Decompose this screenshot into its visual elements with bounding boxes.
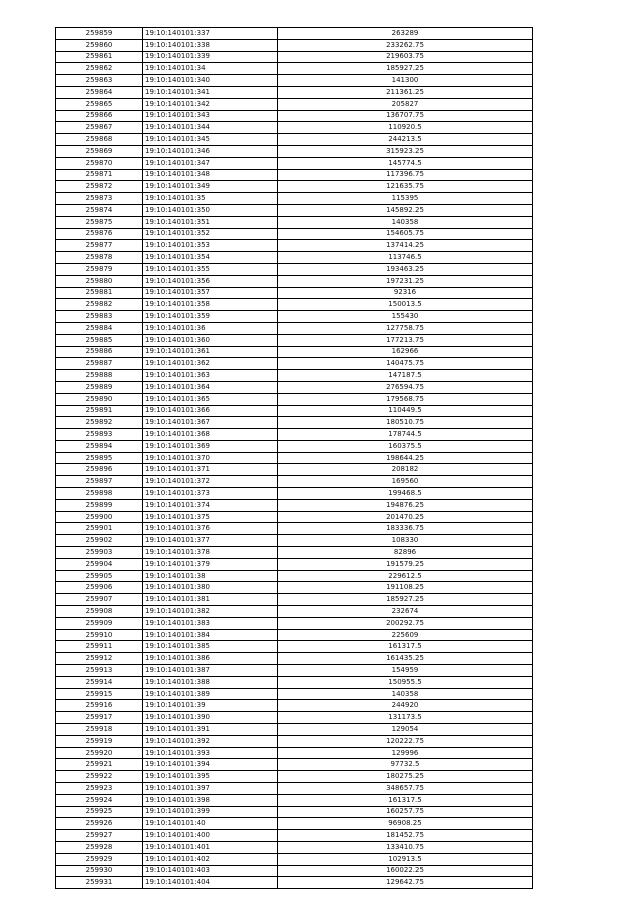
row-id-cell: 259885 — [56, 334, 143, 346]
row-id-cell: 259904 — [56, 558, 143, 570]
cadastral-number-cell: 19:10:140101:355 — [143, 263, 278, 275]
value-cell: 263289 — [278, 28, 533, 40]
cadastral-number-cell: 19:10:140101:360 — [143, 334, 278, 346]
row-id-cell: 259861 — [56, 51, 143, 63]
table-row — [56, 145, 533, 157]
cadastral-number-cell: 19:10:140101:403 — [143, 865, 278, 877]
value-cell: 201470.25 — [278, 511, 533, 523]
cadastral-number-cell: 19:10:140101:391 — [143, 724, 278, 736]
row-id-cell: 259859 — [56, 28, 143, 40]
table-row — [56, 617, 533, 629]
value-cell: 147187.5 — [278, 370, 533, 382]
value-cell: 233262.75 — [278, 39, 533, 51]
row-id-cell: 259877 — [56, 240, 143, 252]
row-id-cell: 259882 — [56, 299, 143, 311]
value-cell: 136707.75 — [278, 110, 533, 122]
table-row — [56, 393, 533, 405]
row-id-cell: 259872 — [56, 181, 143, 193]
table-row — [56, 865, 533, 877]
cadastral-number-cell: 19:10:140101:389 — [143, 688, 278, 700]
row-id-cell: 259917 — [56, 712, 143, 724]
cadastral-number-cell: 19:10:140101:342 — [143, 98, 278, 110]
cadastral-number-cell: 19:10:140101:348 — [143, 169, 278, 181]
value-cell: 225609 — [278, 629, 533, 641]
value-cell: 177213.75 — [278, 334, 533, 346]
table-row — [56, 877, 533, 889]
row-id-cell: 259870 — [56, 157, 143, 169]
row-id-cell: 259908 — [56, 606, 143, 618]
table-row — [56, 499, 533, 511]
table-row — [56, 299, 533, 311]
table-row — [56, 724, 533, 736]
data-table — [55, 27, 533, 889]
row-id-cell: 259900 — [56, 511, 143, 523]
row-id-cell: 259907 — [56, 594, 143, 606]
cadastral-number-cell: 19:10:140101:361 — [143, 346, 278, 358]
cadastral-number-cell: 19:10:140101:39 — [143, 700, 278, 712]
value-cell: 96908.25 — [278, 818, 533, 830]
cadastral-number-cell: 19:10:140101:382 — [143, 606, 278, 618]
table-row — [56, 653, 533, 665]
cadastral-number-cell: 19:10:140101:385 — [143, 641, 278, 653]
table-row — [56, 252, 533, 264]
cadastral-number-cell: 19:10:140101:392 — [143, 735, 278, 747]
value-cell: 219603.75 — [278, 51, 533, 63]
row-id-cell: 259898 — [56, 488, 143, 500]
row-id-cell: 259909 — [56, 617, 143, 629]
row-id-cell: 259905 — [56, 570, 143, 582]
row-id-cell: 259920 — [56, 747, 143, 759]
value-cell: 110449.5 — [278, 405, 533, 417]
value-cell: 140358 — [278, 216, 533, 228]
cadastral-number-cell: 19:10:140101:397 — [143, 783, 278, 795]
cadastral-number-cell: 19:10:140101:354 — [143, 252, 278, 264]
row-id-cell: 259889 — [56, 381, 143, 393]
table-row — [56, 322, 533, 334]
table-row — [56, 98, 533, 110]
row-id-cell: 259862 — [56, 63, 143, 75]
cadastral-number-cell: 19:10:140101:346 — [143, 145, 278, 157]
row-id-cell: 259921 — [56, 759, 143, 771]
value-cell: 113746.5 — [278, 252, 533, 264]
value-cell: 205827 — [278, 98, 533, 110]
table-row — [56, 240, 533, 252]
row-id-cell: 259887 — [56, 358, 143, 370]
cadastral-number-cell: 19:10:140101:339 — [143, 51, 278, 63]
value-cell: 178744.5 — [278, 429, 533, 441]
cadastral-number-cell: 19:10:140101:384 — [143, 629, 278, 641]
value-cell: 191579.25 — [278, 558, 533, 570]
value-cell: 129642.75 — [278, 877, 533, 889]
table-row — [56, 841, 533, 853]
value-cell: 127758.75 — [278, 322, 533, 334]
value-cell: 315923.25 — [278, 145, 533, 157]
row-id-cell: 259927 — [56, 830, 143, 842]
row-id-cell: 259893 — [56, 429, 143, 441]
table-row — [56, 747, 533, 759]
cadastral-number-cell: 19:10:140101:393 — [143, 747, 278, 759]
cadastral-number-cell: 19:10:140101:363 — [143, 370, 278, 382]
table-row — [56, 440, 533, 452]
table-row — [56, 417, 533, 429]
table-row — [56, 358, 533, 370]
cadastral-number-cell: 19:10:140101:367 — [143, 417, 278, 429]
row-id-cell: 259896 — [56, 464, 143, 476]
table-row — [56, 665, 533, 677]
cadastral-number-cell: 19:10:140101:350 — [143, 204, 278, 216]
value-cell: 120222.75 — [278, 735, 533, 747]
table-row — [56, 157, 533, 169]
table-row — [56, 86, 533, 98]
table-row — [56, 311, 533, 323]
table-row — [56, 51, 533, 63]
value-cell: 154959 — [278, 665, 533, 677]
row-id-cell: 259911 — [56, 641, 143, 653]
table-row — [56, 558, 533, 570]
cadastral-number-cell: 19:10:140101:372 — [143, 476, 278, 488]
table-row — [56, 535, 533, 547]
row-id-cell: 259910 — [56, 629, 143, 641]
row-id-cell: 259926 — [56, 818, 143, 830]
cadastral-number-cell: 19:10:140101:371 — [143, 464, 278, 476]
value-cell: 211361.25 — [278, 86, 533, 98]
cadastral-number-cell: 19:10:140101:381 — [143, 594, 278, 606]
value-cell: 131173.5 — [278, 712, 533, 724]
value-cell: 161317.5 — [278, 641, 533, 653]
row-id-cell: 259928 — [56, 841, 143, 853]
row-id-cell: 259867 — [56, 122, 143, 134]
cadastral-number-cell: 19:10:140101:349 — [143, 181, 278, 193]
table-row — [56, 547, 533, 559]
value-cell: 160022.25 — [278, 865, 533, 877]
value-cell: 154605.75 — [278, 228, 533, 240]
row-id-cell: 259871 — [56, 169, 143, 181]
value-cell: 191108.25 — [278, 582, 533, 594]
cadastral-number-cell: 19:10:140101:369 — [143, 440, 278, 452]
table-row — [56, 63, 533, 75]
cadastral-number-cell: 19:10:140101:395 — [143, 771, 278, 783]
table-row — [56, 287, 533, 299]
table-row — [56, 853, 533, 865]
row-id-cell: 259888 — [56, 370, 143, 382]
cadastral-number-cell: 19:10:140101:399 — [143, 806, 278, 818]
table-row — [56, 381, 533, 393]
table-row — [56, 688, 533, 700]
table-row — [56, 204, 533, 216]
row-id-cell: 259930 — [56, 865, 143, 877]
table-row — [56, 818, 533, 830]
value-cell: 276594.75 — [278, 381, 533, 393]
row-id-cell: 259894 — [56, 440, 143, 452]
value-cell: 198644.25 — [278, 452, 533, 464]
value-cell: 108330 — [278, 535, 533, 547]
row-id-cell: 259879 — [56, 263, 143, 275]
row-id-cell: 259913 — [56, 665, 143, 677]
value-cell: 150013.5 — [278, 299, 533, 311]
cadastral-number-cell: 19:10:140101:364 — [143, 381, 278, 393]
row-id-cell: 259891 — [56, 405, 143, 417]
table-row — [56, 110, 533, 122]
row-id-cell: 259915 — [56, 688, 143, 700]
row-id-cell: 259884 — [56, 322, 143, 334]
row-id-cell: 259878 — [56, 252, 143, 264]
value-cell: 162966 — [278, 346, 533, 358]
table-row — [56, 275, 533, 287]
row-id-cell: 259880 — [56, 275, 143, 287]
cadastral-number-cell: 19:10:140101:375 — [143, 511, 278, 523]
cadastral-number-cell: 19:10:140101:351 — [143, 216, 278, 228]
cadastral-number-cell: 19:10:140101:347 — [143, 157, 278, 169]
value-cell: 150955.5 — [278, 676, 533, 688]
table-row — [56, 405, 533, 417]
row-id-cell: 259899 — [56, 499, 143, 511]
cadastral-number-cell: 19:10:140101:36 — [143, 322, 278, 334]
value-cell: 180510.75 — [278, 417, 533, 429]
value-cell: 155430 — [278, 311, 533, 323]
value-cell: 197231.25 — [278, 275, 533, 287]
cadastral-number-cell: 19:10:140101:390 — [143, 712, 278, 724]
row-id-cell: 259914 — [56, 676, 143, 688]
value-cell: 137414.25 — [278, 240, 533, 252]
cadastral-number-cell: 19:10:140101:356 — [143, 275, 278, 287]
value-cell: 82896 — [278, 547, 533, 559]
row-id-cell: 259873 — [56, 193, 143, 205]
cadastral-number-cell: 19:10:140101:394 — [143, 759, 278, 771]
value-cell: 200292.75 — [278, 617, 533, 629]
table-row — [56, 464, 533, 476]
table-row — [56, 28, 533, 40]
value-cell: 244920 — [278, 700, 533, 712]
row-id-cell: 259916 — [56, 700, 143, 712]
cadastral-number-cell: 19:10:140101:353 — [143, 240, 278, 252]
value-cell: 160375.5 — [278, 440, 533, 452]
row-id-cell: 259876 — [56, 228, 143, 240]
cadastral-number-cell: 19:10:140101:359 — [143, 311, 278, 323]
table-row — [56, 193, 533, 205]
value-cell: 145774.5 — [278, 157, 533, 169]
cadastral-number-cell: 19:10:140101:379 — [143, 558, 278, 570]
table-row — [56, 594, 533, 606]
cadastral-number-cell: 19:10:140101:368 — [143, 429, 278, 441]
cadastral-number-cell: 19:10:140101:38 — [143, 570, 278, 582]
table-row — [56, 134, 533, 146]
value-cell: 183336.75 — [278, 523, 533, 535]
table-row — [56, 759, 533, 771]
table-row — [56, 263, 533, 275]
table-row — [56, 830, 533, 842]
value-cell: 141300 — [278, 75, 533, 87]
table-row — [56, 735, 533, 747]
cadastral-number-cell: 19:10:140101:337 — [143, 28, 278, 40]
row-id-cell: 259892 — [56, 417, 143, 429]
value-cell: 133410.75 — [278, 841, 533, 853]
cadastral-number-cell: 19:10:140101:383 — [143, 617, 278, 629]
table-row — [56, 794, 533, 806]
cadastral-number-cell: 19:10:140101:366 — [143, 405, 278, 417]
cadastral-number-cell: 19:10:140101:402 — [143, 853, 278, 865]
value-cell: 348657.75 — [278, 783, 533, 795]
value-cell: 208182 — [278, 464, 533, 476]
table-row — [56, 370, 533, 382]
cadastral-number-cell: 19:10:140101:365 — [143, 393, 278, 405]
table-row — [56, 700, 533, 712]
value-cell: 194876.25 — [278, 499, 533, 511]
cadastral-number-cell: 19:10:140101:40 — [143, 818, 278, 830]
row-id-cell: 259912 — [56, 653, 143, 665]
table-row — [56, 476, 533, 488]
table-row — [56, 511, 533, 523]
value-cell: 161317.5 — [278, 794, 533, 806]
table-row — [56, 582, 533, 594]
row-id-cell: 259866 — [56, 110, 143, 122]
value-cell: 185927.25 — [278, 594, 533, 606]
table-row — [56, 452, 533, 464]
cadastral-number-cell: 19:10:140101:377 — [143, 535, 278, 547]
value-cell: 181452.75 — [278, 830, 533, 842]
row-id-cell: 259924 — [56, 794, 143, 806]
table-row — [56, 39, 533, 51]
value-cell: 129996 — [278, 747, 533, 759]
row-id-cell: 259890 — [56, 393, 143, 405]
table-row — [56, 228, 533, 240]
value-cell: 193463.25 — [278, 263, 533, 275]
value-cell: 140475.75 — [278, 358, 533, 370]
table-row — [56, 570, 533, 582]
row-id-cell: 259883 — [56, 311, 143, 323]
value-cell: 102913.5 — [278, 853, 533, 865]
row-id-cell: 259863 — [56, 75, 143, 87]
row-id-cell: 259925 — [56, 806, 143, 818]
table-row — [56, 641, 533, 653]
value-cell: 140358 — [278, 688, 533, 700]
value-cell: 160257.75 — [278, 806, 533, 818]
table-row — [56, 169, 533, 181]
cadastral-number-cell: 19:10:140101:340 — [143, 75, 278, 87]
cadastral-number-cell: 19:10:140101:341 — [143, 86, 278, 98]
table-row — [56, 676, 533, 688]
table-body — [56, 28, 533, 889]
table-row — [56, 606, 533, 618]
row-id-cell: 259929 — [56, 853, 143, 865]
row-id-cell: 259874 — [56, 204, 143, 216]
row-id-cell: 259895 — [56, 452, 143, 464]
cadastral-number-cell: 19:10:140101:376 — [143, 523, 278, 535]
value-cell: 145892.25 — [278, 204, 533, 216]
table-row — [56, 216, 533, 228]
cadastral-number-cell: 19:10:140101:34 — [143, 63, 278, 75]
value-cell: 179568.75 — [278, 393, 533, 405]
value-cell: 232674 — [278, 606, 533, 618]
cadastral-number-cell: 19:10:140101:357 — [143, 287, 278, 299]
table-row — [56, 629, 533, 641]
table-row — [56, 712, 533, 724]
table-row — [56, 429, 533, 441]
table-row — [56, 346, 533, 358]
value-cell: 92316 — [278, 287, 533, 299]
cadastral-number-cell: 19:10:140101:338 — [143, 39, 278, 51]
row-id-cell: 259931 — [56, 877, 143, 889]
table-row — [56, 771, 533, 783]
cadastral-number-cell: 19:10:140101:35 — [143, 193, 278, 205]
row-id-cell: 259881 — [56, 287, 143, 299]
cadastral-number-cell: 19:10:140101:401 — [143, 841, 278, 853]
row-id-cell: 259906 — [56, 582, 143, 594]
row-id-cell: 259864 — [56, 86, 143, 98]
cadastral-number-cell: 19:10:140101:374 — [143, 499, 278, 511]
table-row — [56, 181, 533, 193]
cadastral-number-cell: 19:10:140101:388 — [143, 676, 278, 688]
row-id-cell: 259918 — [56, 724, 143, 736]
value-cell: 185927.25 — [278, 63, 533, 75]
cadastral-number-cell: 19:10:140101:352 — [143, 228, 278, 240]
row-id-cell: 259923 — [56, 783, 143, 795]
cadastral-number-cell: 19:10:140101:387 — [143, 665, 278, 677]
cadastral-number-cell: 19:10:140101:400 — [143, 830, 278, 842]
value-cell: 244213.5 — [278, 134, 533, 146]
row-id-cell: 259919 — [56, 735, 143, 747]
value-cell: 169560 — [278, 476, 533, 488]
cadastral-number-cell: 19:10:140101:373 — [143, 488, 278, 500]
row-id-cell: 259886 — [56, 346, 143, 358]
cadastral-number-cell: 19:10:140101:378 — [143, 547, 278, 559]
value-cell: 129054 — [278, 724, 533, 736]
value-cell: 161435.25 — [278, 653, 533, 665]
value-cell: 97732.5 — [278, 759, 533, 771]
cadastral-number-cell: 19:10:140101:404 — [143, 877, 278, 889]
table-row — [56, 488, 533, 500]
cadastral-number-cell: 19:10:140101:380 — [143, 582, 278, 594]
value-cell: 229612.5 — [278, 570, 533, 582]
row-id-cell: 259903 — [56, 547, 143, 559]
row-id-cell: 259865 — [56, 98, 143, 110]
cadastral-number-cell: 19:10:140101:398 — [143, 794, 278, 806]
table-row — [56, 783, 533, 795]
table-row — [56, 523, 533, 535]
row-id-cell: 259902 — [56, 535, 143, 547]
table-row — [56, 75, 533, 87]
table-row — [56, 334, 533, 346]
cadastral-number-cell: 19:10:140101:370 — [143, 452, 278, 464]
cadastral-number-cell: 19:10:140101:358 — [143, 299, 278, 311]
value-cell: 117396.75 — [278, 169, 533, 181]
row-id-cell: 259868 — [56, 134, 143, 146]
value-cell: 199468.5 — [278, 488, 533, 500]
row-id-cell: 259869 — [56, 145, 143, 157]
value-cell: 121635.75 — [278, 181, 533, 193]
row-id-cell: 259860 — [56, 39, 143, 51]
value-cell: 110920.5 — [278, 122, 533, 134]
cadastral-number-cell: 19:10:140101:343 — [143, 110, 278, 122]
row-id-cell: 259875 — [56, 216, 143, 228]
table-row — [56, 122, 533, 134]
table-row — [56, 806, 533, 818]
row-id-cell: 259897 — [56, 476, 143, 488]
value-cell: 180275.25 — [278, 771, 533, 783]
row-id-cell: 259901 — [56, 523, 143, 535]
value-cell: 115395 — [278, 193, 533, 205]
cadastral-number-cell: 19:10:140101:362 — [143, 358, 278, 370]
cadastral-number-cell: 19:10:140101:386 — [143, 653, 278, 665]
cadastral-number-cell: 19:10:140101:345 — [143, 134, 278, 146]
cadastral-number-cell: 19:10:140101:344 — [143, 122, 278, 134]
row-id-cell: 259922 — [56, 771, 143, 783]
